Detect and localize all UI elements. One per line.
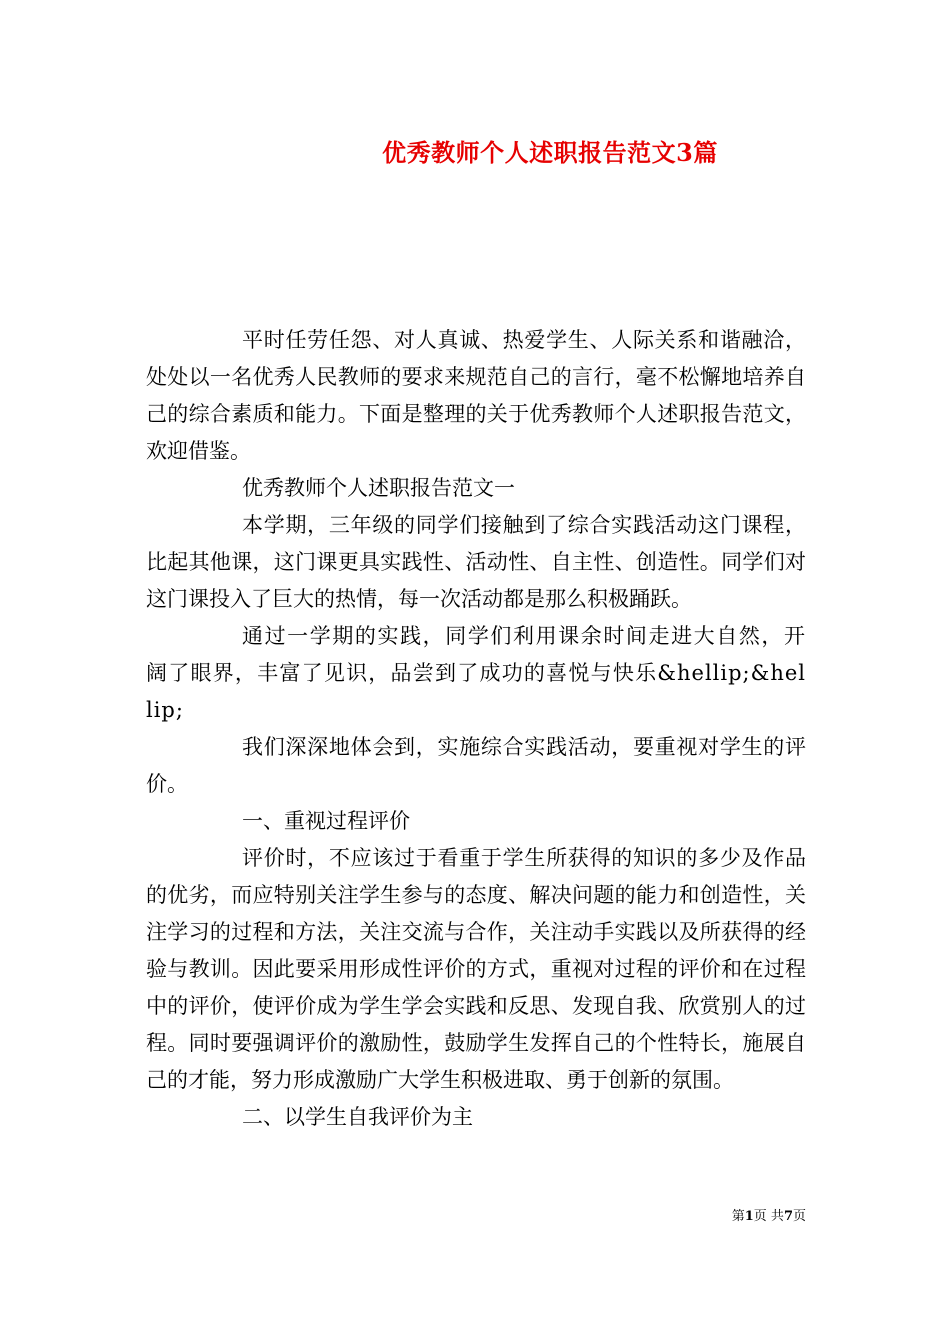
footer-total-pages: 7 bbox=[783, 1209, 793, 1224]
body-paragraph: 本学期，三年级的同学们接触到了综合实践活动这门课程，比起其他课，这门课更具实践性、活动性、自主性、创造性。同学们对这门课投入了巨大的热情，每一次活动都是那么积极踊跃。 bbox=[146, 513, 806, 611]
body-paragraph: 通过一学期的实践，同学们利用课余时间走进大自然，开阔了眼界，丰富了见识，品尝到了成功的喜悦与快乐&hellip;&hellip; bbox=[146, 624, 806, 722]
document-body bbox=[146, 322, 806, 1136]
body-paragraph: 评价时，不应该过于看重于学生所获得的知识的多少及作品的优劣，而应特别关注学生参与的态度、解决问题的能力和创造性，关注学习的过程和方法，关注交流与合作，关注动手实践以及所获得的经验与教训。因此要采用形成性评价的方式，重视对过程的评价和在过程中的评价，使评价成为学生学会实践和反思、发现自我、欣赏别人的过程。同时要强调评价的激励性，鼓励学生发挥自己的个性特长，施展自己的才能，努力形成激励广大学生积极进取、勇于创新的氛围。 bbox=[146, 846, 806, 1092]
body-paragraph: 我们深深地体会到，实施综合实践活动，要重视对学生的评价。 bbox=[146, 735, 806, 796]
footer-page-number: 1 bbox=[744, 1209, 754, 1224]
footer-prefix: 第 bbox=[731, 1209, 745, 1224]
intro-paragraph: 平时任劳任怨、对人真诚、热爱学生、人际关系和谐融洽，处处以一名优秀人民教师的要求来规范自己的言行，毫不松懈地培养自己的综合素质和能力。下面是整理的关于优秀教师个人述职报告范文，欢迎借鉴。 bbox=[146, 328, 806, 463]
subheading-self-evaluation: 二、以学生自我评价为主 bbox=[242, 1105, 473, 1129]
document-title: 优秀教师个人述职报告范文3篇 bbox=[382, 138, 718, 167]
page-footer bbox=[732, 1205, 806, 1224]
subheading-process-evaluation: 一、重视过程评价 bbox=[242, 809, 410, 833]
section-heading-one: 优秀教师个人述职报告范文一 bbox=[242, 476, 515, 500]
footer-middle: 页 共 bbox=[753, 1209, 784, 1224]
footer-suffix: 页 bbox=[792, 1209, 806, 1224]
